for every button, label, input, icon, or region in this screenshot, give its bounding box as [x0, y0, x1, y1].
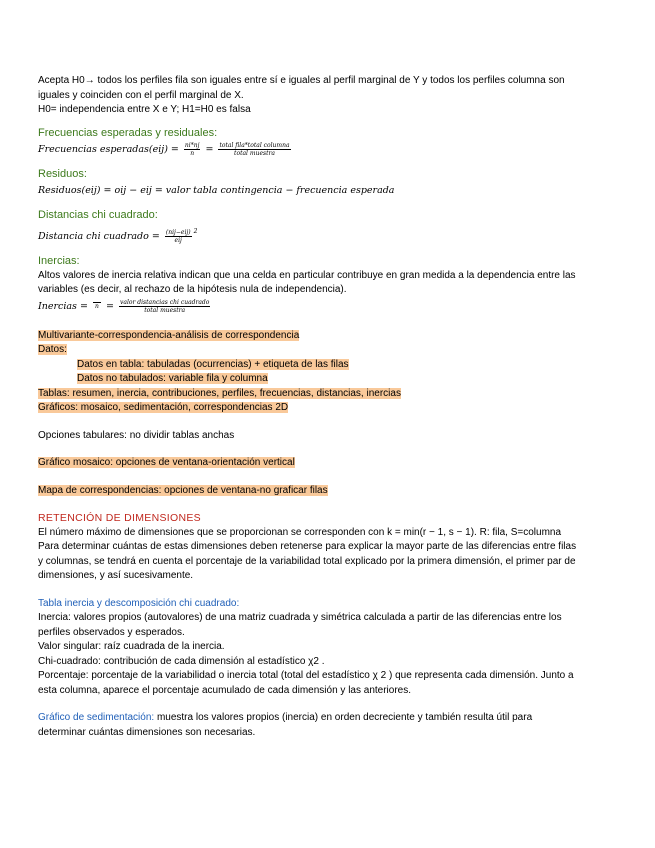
- heading-inercias: Inercias:: [38, 254, 80, 267]
- document-page: [38, 74, 618, 740]
- formula-inercias: Inercias = n = $\frac{\text{valor distancias chi cuadrado}}{\text{total muestra}}$: [38, 298, 210, 314]
- formula-lhs: Frecuencias esperadas(eij) =: [38, 143, 179, 155]
- inercias-line-2: variables (es decir, al rechazo de la hipótesis nula de independencia).: [38, 284, 347, 295]
- intro-line-2: iguales y coinciden con el perfil marginal de X.: [38, 89, 244, 101]
- fraction-inercia-1: n: [93, 302, 101, 310]
- opciones-tabulares: Opciones tabulares: no dividir tablas anchas: [38, 429, 235, 441]
- intro-line-1: Acepta H0→ todos los perfiles fila son iguales entre sí e iguales al perfil marginal de Y y todos los perfiles columna son: [38, 75, 565, 86]
- heading-frecuencias-esperadas: Frecuencias esperadas y residuales:: [38, 126, 218, 139]
- inercias-line-1: Altos valores de inercia relativa indican que una celda en particular contribuye en gran medida a la dependencia entre las: [38, 269, 576, 281]
- highlight-datos-no-tabulados: Datos no tabulados: variable fila y columna: [77, 373, 268, 384]
- heading-retencion: RETENCIÓN DE DIMENSIONES: [38, 512, 201, 524]
- highlight-title: Multivariante-correspondencia-análisis de correspondencia: [38, 329, 300, 341]
- highlight-mapa-correspondencias: Mapa de correspondencias: opciones de ventana-no graficar filas: [38, 484, 328, 496]
- tabla-inercia-line-2: perfiles observados y esperados.: [38, 626, 185, 638]
- formula-frecuencias-esperadas: Frecuencias esperadas(eij) = $\frac{ni*nj}{n}$ = $\frac{\text{total fila*total columna}}{\text{total muestra}}$: [38, 141, 290, 157]
- retencion-line-2: Para determinar cuántas de estas dimensiones deben retenerse para explicar la mayor parte de las diferencias entre filas: [38, 541, 577, 552]
- retencion-line-1: El número máximo de dimensiones que se proporcionan se corresponden con k = min(r − 1, s − 1). R: fila, S=columna: [38, 526, 562, 538]
- tabla-inercia-line-1: Inercia: valores propios (autovalores) de una matriz cuadrada y simétrica calculada a partir de las diferencias entre los: [38, 612, 562, 623]
- intro-line-3: H0= independencia entre X e Y; H1=H0 es falsa: [38, 104, 251, 115]
- tabla-inercia-line-3: Valor singular: raíz cuadrada de la inercia.: [38, 641, 225, 652]
- formula-distancias: Distancia chi cuadrado = $\frac{\text{(nij−eij)}}{\text{eij}}$ $^2$: [38, 227, 198, 244]
- retencion-line-4: dimensiones, y así sucesivamente.: [38, 570, 194, 581]
- heading-tabla-inercia: Tabla inercia y descomposición chi cuadrado:: [38, 597, 240, 609]
- sedimentacion-line-1: Gráfico de sedimentación: muestra los valores propios (inercia) en orden decreciente y también resulta útil para: [38, 712, 533, 723]
- fraction-inercia-2: $\frac{\text{valor distancias chi cuadrado}}{\text{total muestra}}$: [119, 298, 210, 314]
- sedimentacion-label: Gráfico de sedimentación:: [38, 712, 155, 723]
- highlight-datos: Datos:: [38, 344, 67, 355]
- tabla-inercia-line-5: Porcentaje: porcentaje de la variabilidad o inercia total (total del estadístico χ 2 ) que representa cada dimensión. Junto a: [38, 670, 574, 681]
- highlight-graficos: Gráficos: mosaico, sedimentación, correspondencias 2D: [38, 402, 289, 413]
- retencion-line-3: y columnas, se tendrá en cuenta el porcentaje de la variabilidad total explicado por la primera dimensión, el primer par de: [38, 555, 576, 567]
- fraction-ninj: $\frac{ni*nj}{n}$: [184, 141, 200, 157]
- fraction-distancia: $\frac{\text{(nij−eij)}}{\text{eij}}$: [165, 228, 191, 244]
- highlight-datos-tabla: Datos en tabla: tabuladas (ocurrencias) + etiqueta de las filas: [77, 358, 349, 370]
- highlight-grafico-mosaico: Gráfico mosaico: opciones de ventana-orientación vertical: [38, 457, 295, 468]
- tabla-inercia-line-4: Chi-cuadrado: contribución de cada dimensión al estadístico χ2 .: [38, 655, 325, 667]
- sedimentacion-line-2: determinar cuántas dimensiones son necesarias.: [38, 726, 256, 738]
- formula-residuos: Residuos(eij) = oij − eij = valor tabla contingencia − frecuencia esperada: [38, 184, 395, 196]
- fraction-total: $\frac{\text{total fila*total columna}}{\text{total muestra}}$: [219, 141, 290, 157]
- heading-residuos: Residuos:: [38, 167, 87, 180]
- highlight-tablas: Tablas: resumen, inercia, contribuciones, perfiles, frecuencias, distancias, inercias: [38, 387, 401, 399]
- tabla-inercia-line-6: esta columna, aparece el porcentaje acumulado de cada dimensión y las anteriores.: [38, 684, 411, 696]
- heading-distancias: Distancias chi cuadrado:: [38, 208, 158, 221]
